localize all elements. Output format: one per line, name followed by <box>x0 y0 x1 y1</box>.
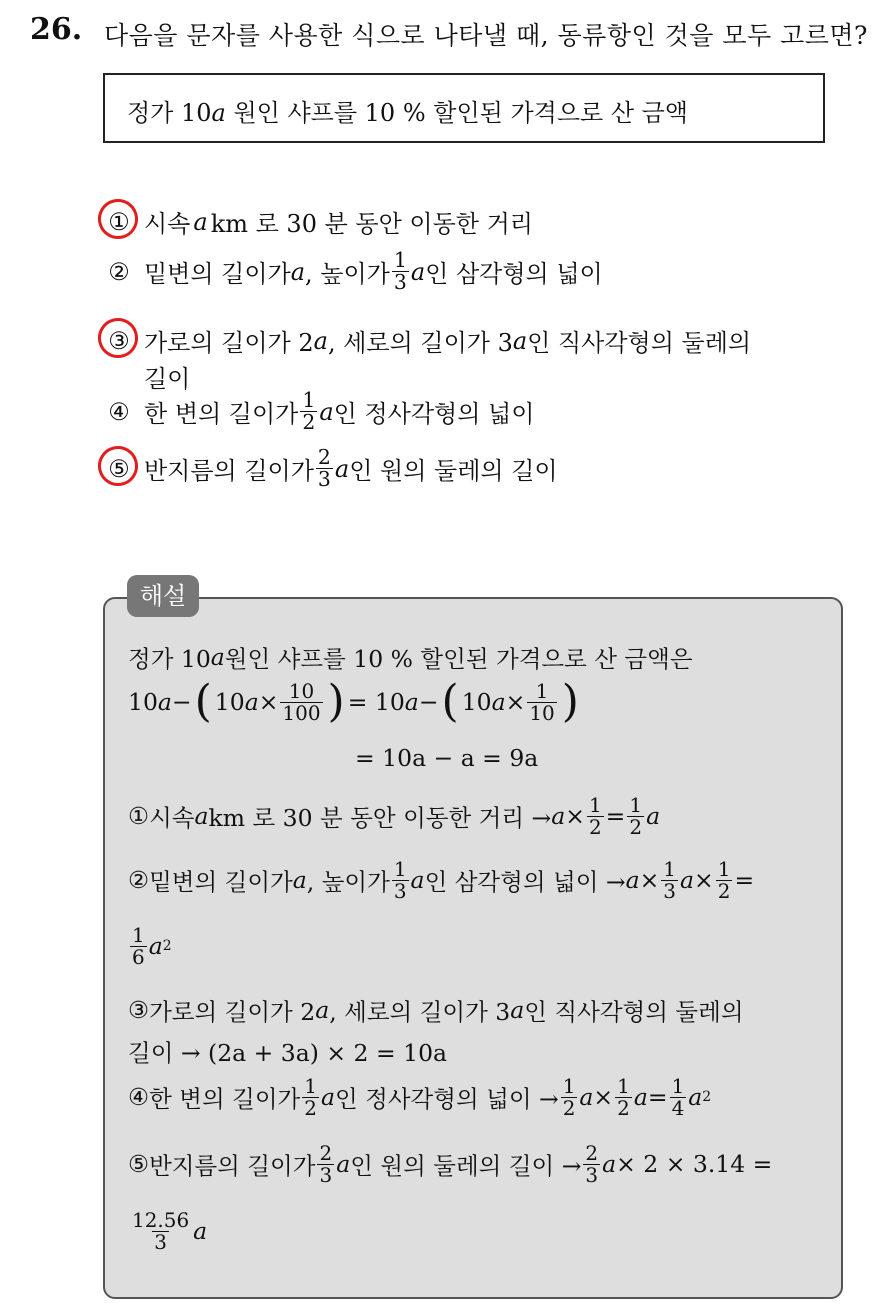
option-marker: ⑤ <box>104 455 134 483</box>
solution-step-3-line2: 길이 → (2a + 3a) × 2 = 10a <box>128 1039 448 1067</box>
red-circle-mark-icon <box>94 313 143 362</box>
solution-step-3: ③ 가로의 길이가 2 a , 세로의 길이가 3 a 인 직사각형의 둘레의 <box>128 996 744 1026</box>
solution-step-2-line2: $\frac{1}{6}$ a 2 <box>132 923 172 969</box>
option-5[interactable]: ⑤ 반지름의 길이가 $\frac{2}{3}$ a 인 원의 둘레의 길이 <box>104 447 558 491</box>
option-marker: ④ <box>108 397 130 426</box>
fraction: $\frac{1}{10}$ <box>529 678 555 725</box>
red-circle-mark-icon <box>94 194 143 243</box>
solution-step-5-line2: $\frac{12.56}{3}$ a <box>132 1208 208 1254</box>
option-4[interactable]: ④ 한 변의 길이가 $\frac{1}{2}$ a 인 정사각형의 넓이 <box>104 390 534 434</box>
option-3[interactable]: ③ 가로의 길이가 2 a , 세로의 길이가 3 a 인 직사각형의 둘레의 <box>104 323 751 358</box>
solution-step-1: ① 시속 a km 로 30 분 동안 이동한 거리 → a × $\frac{1}{2}$ = $\frac{1}{2}$ a <box>128 793 661 839</box>
fraction: $\frac{1}{3}$ <box>393 248 407 295</box>
option-marker: ② <box>108 257 130 286</box>
option-marker: ① <box>104 208 134 236</box>
fraction: $\frac{2}{3}$ <box>317 445 331 492</box>
option-3-line2: 길이 <box>144 365 191 393</box>
condition-box <box>103 73 825 143</box>
condition-text: 정가 10a 원인 샤프를 10 % 할인된 가격으로 산 금액 <box>127 99 688 127</box>
fraction: $\frac{10}{100}$ <box>282 678 321 725</box>
solution-step-4: ④ 한 변의 길이가 $\frac{1}{2}$ a 인 정사각형의 넓이 → $\frac{1}{2}$ a × $\frac{1}{2}$ a = $\frac{1}{4}$ a 2 <box>128 1074 712 1120</box>
option-1[interactable]: ① 시속 a km 로 30 분 동안 이동한 거리 <box>104 204 533 239</box>
option-2[interactable]: ② 밑변의 길이가 a , 높이가 $\frac{1}{3}$ a 인 삼각형의 넓이 <box>104 250 603 294</box>
solution-step-5: ⑤ 반지름의 길이가 $\frac{2}{3}$ a 인 원의 둘레의 길이 → $\frac{2}{3}$ a × 2 × 3.14 = <box>128 1141 773 1187</box>
question-number: 26. <box>30 12 83 47</box>
fraction: $\frac{1}{2}$ <box>302 388 316 435</box>
solution-intro: 정가 10 a 원인 샤프를 10 % 할인된 가격으로 산 금액은 <box>128 643 693 673</box>
solution-tag: 해설 <box>127 575 199 617</box>
question-text: 다음을 문자를 사용한 식으로 나타낼 때, 동류항인 것을 모두 고르면? <box>104 21 868 50</box>
solution-equation-2: = 10a − a = 9a <box>355 744 539 772</box>
solution-step-2: ② 밑변의 길이가 a , 높이가 $\frac{1}{3}$ a 인 삼각형의 넓이 → a × $\frac{1}{3}$ a × $\frac{1}{2}$ = <box>128 857 755 903</box>
solution-equation-1: 10 a − ( 10 a × $\frac{10}{100}$ ) = 10 a − ( 10 a × $\frac{1}{10}$ ) <box>128 676 579 727</box>
red-circle-mark-icon <box>94 441 143 490</box>
option-marker: ③ <box>104 327 134 355</box>
